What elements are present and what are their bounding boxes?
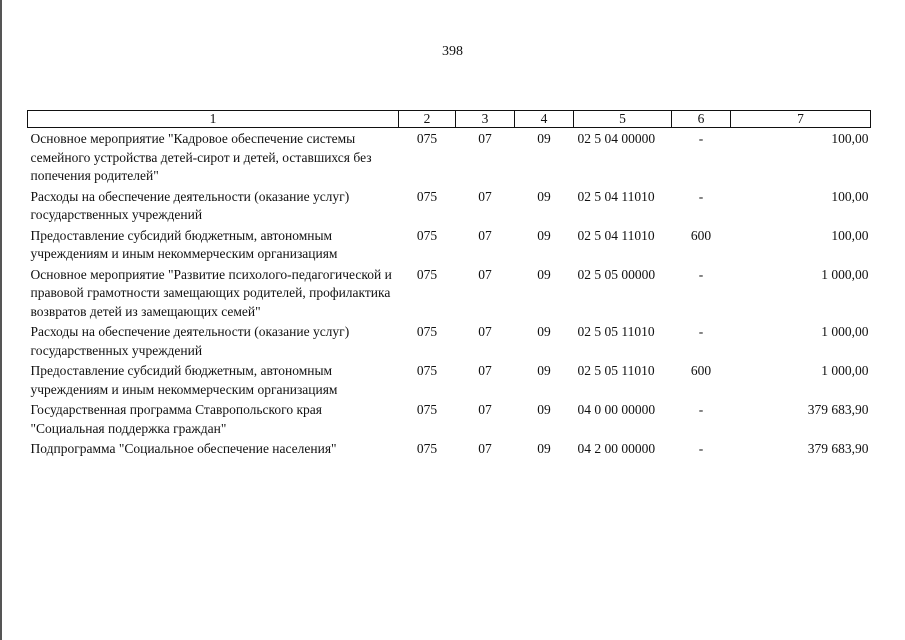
row-col-7: 1 000,00 (821, 266, 869, 282)
row-name: Государственная программа Ставропольского края "Социальная поддержка граждан" (30, 402, 322, 436)
table-row (28, 360, 871, 399)
table-row (28, 186, 871, 225)
row-col-7: 100,00 (831, 227, 869, 243)
row-col-3: 07 (478, 131, 492, 146)
row-col-4: 09 (537, 227, 551, 243)
column-header-4: 4 (515, 111, 574, 128)
row-col-5: 04 0 00 00000 (577, 402, 656, 417)
row-col-6: - (698, 188, 704, 204)
row-name: Основное мероприятие "Кадровое обеспечение системы семейного устройства детей-сирот и детей, оставшихся без попечения родителей" (30, 131, 372, 183)
row-col-5: 02 5 04 11010 (577, 188, 655, 204)
row-col-6: - (698, 402, 704, 417)
row-col-3: 07 (478, 266, 492, 282)
row-col-5: 02 5 04 00000 (577, 131, 656, 146)
row-col-7: 100,00 (831, 188, 869, 204)
row-col-4: 09 (537, 402, 551, 417)
row-col-2: 075 (416, 131, 438, 146)
row-col-4: 09 (537, 324, 551, 339)
row-name: Расходы на обеспечение деятельности (оказание услуг) государственных учреждений (30, 188, 350, 222)
row-name: Основное мероприятие "Развитие психолого-педагогической и правовой грамотности замещающих родителей, профилактика возвратов детей из замещающих семей" (30, 266, 392, 319)
row-name: Подпрограмма "Социальное обеспечение населения" (30, 441, 337, 456)
column-header-6: 6 (672, 111, 731, 128)
row-name: Расходы на обеспечение деятельности (оказание услуг) государственных учреждений (30, 324, 350, 358)
row-col-5: 02 5 05 00000 (577, 266, 656, 282)
row-col-6: - (698, 441, 704, 456)
row-col-7: 100,00 (831, 131, 869, 146)
row-col-2: 075 (416, 266, 438, 282)
row-col-5: 02 5 05 11010 (577, 324, 655, 339)
row-col-3: 07 (478, 324, 492, 339)
column-header-3: 3 (456, 111, 515, 128)
column-header-7: 7 (731, 111, 871, 128)
row-col-2: 075 (416, 363, 438, 378)
row-col-7: 379 683,90 (807, 402, 869, 417)
row-col-3: 07 (478, 188, 492, 204)
row-col-5: 02 5 05 11010 (577, 363, 655, 378)
row-col-3: 07 (478, 227, 492, 243)
row-col-6: - (698, 266, 704, 282)
row-col-2: 075 (416, 188, 438, 204)
row-col-7: 379 683,90 (807, 441, 869, 456)
page-left-edge (0, 0, 2, 640)
table-row (28, 399, 871, 438)
row-col-4: 09 (537, 441, 551, 456)
table-row (28, 264, 871, 322)
row-col-2: 075 (416, 227, 438, 243)
row-col-3: 07 (478, 402, 492, 417)
budget-table (27, 110, 871, 459)
table-row (28, 225, 871, 264)
column-header-2: 2 (399, 111, 456, 128)
row-col-6: 600 (690, 227, 712, 243)
row-col-5: 02 5 04 11010 (577, 227, 655, 243)
page-number: 398 (442, 44, 463, 59)
row-col-3: 07 (478, 363, 492, 378)
row-col-4: 09 (537, 363, 551, 378)
row-col-6: 600 (690, 363, 712, 378)
row-col-6: - (698, 324, 704, 339)
row-col-7: 1 000,00 (821, 363, 869, 378)
column-header-1: 1 (28, 111, 399, 128)
row-name: Предоставление субсидий бюджетным, автономным учреждениям и иным некоммерческим организациям (30, 363, 338, 397)
table-row (28, 321, 871, 360)
row-col-5: 04 2 00 00000 (577, 441, 656, 456)
row-name: Предоставление субсидий бюджетным, автономным учреждениям и иным некоммерческим организациям (30, 227, 338, 261)
row-col-7: 1 000,00 (821, 324, 869, 339)
row-col-2: 075 (416, 402, 438, 417)
row-col-4: 09 (537, 131, 551, 146)
row-col-6: - (698, 131, 704, 146)
table-row (28, 438, 871, 459)
table-header-row (28, 111, 871, 128)
row-col-4: 09 (537, 188, 551, 204)
table-row (28, 128, 871, 186)
row-col-2: 075 (416, 324, 438, 339)
row-col-3: 07 (478, 441, 492, 456)
row-col-4: 09 (537, 266, 551, 282)
row-col-2: 075 (416, 441, 438, 456)
column-header-5: 5 (574, 111, 672, 128)
